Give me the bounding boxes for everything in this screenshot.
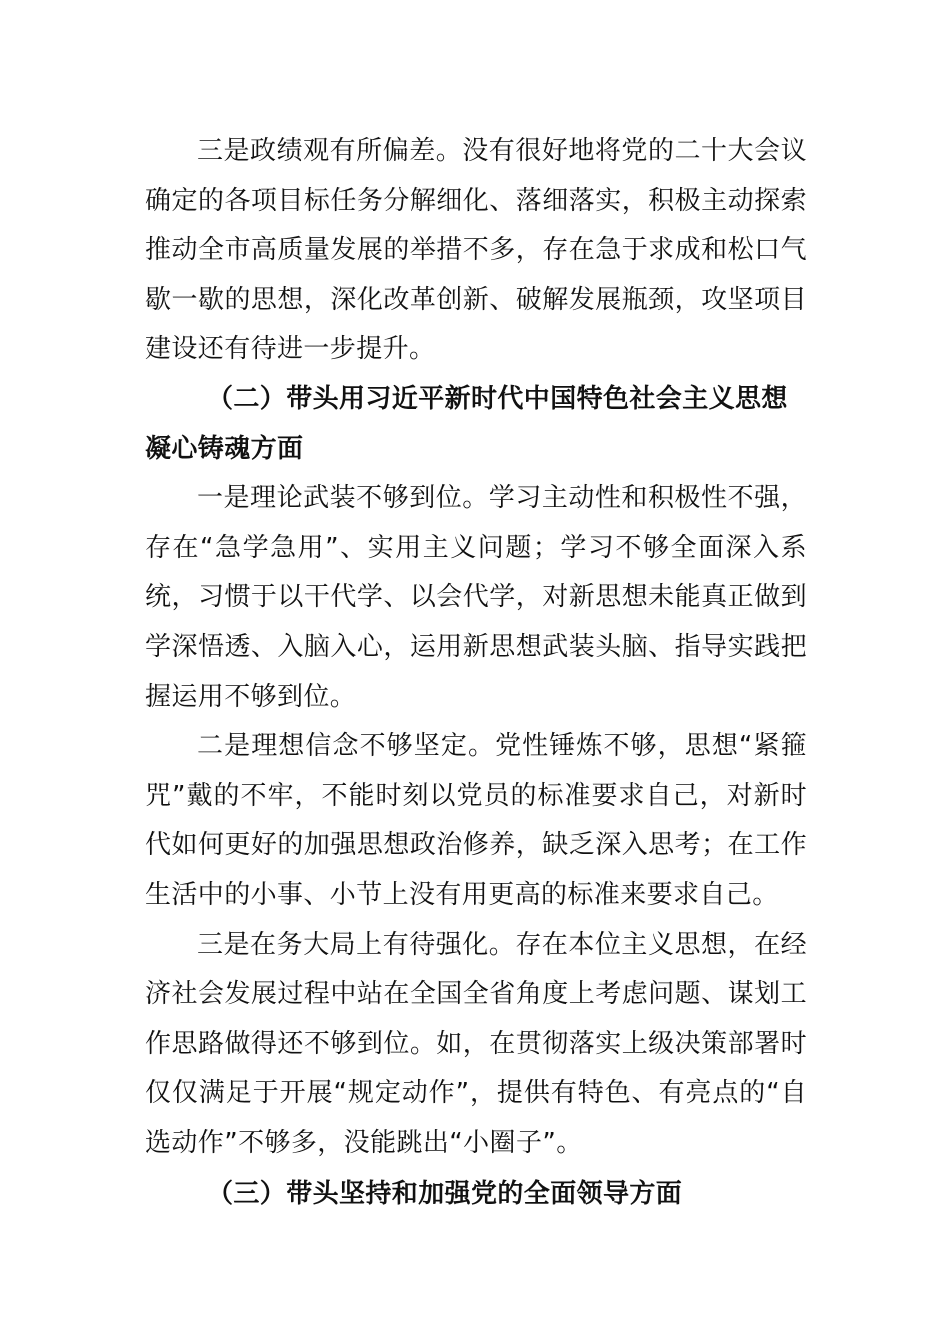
paragraph-political-performance: 三是政绩观有所偏差。没有很好地将党的二十大会议确定的各项目标任务分解细化、落细落实，积极主动探索推动全市高质量发展的举措不多，存在急于求成和松口气歇一歇的思想，深化改革创新、破解发展瓶颈，攻坚项目建设还有待进一步提升。 <box>145 136 807 365</box>
paragraph-ideals-beliefs: 二是理想信念不够坚定。党性锤炼不够，思想“紧箍咒”戴的不牢，不能时刻以党员的标准要求自己，对新时代如何更好的加强思想政治修养，缺乏深入思考；在工作生活中的小事、小节上没有用更高的标准来要求自己。 <box>145 731 807 910</box>
section-heading-3: （三）带头坚持和加强党的全面领导方面 <box>207 1179 683 1210</box>
section-heading-2: （二）带头用习近平新时代中国特色社会主义思想凝心铸魂方面 <box>145 383 788 464</box>
paragraph-overall-situation: 三是在务大局上有待强化。存在本位主义思想，在经济社会发展过程中站在全国全省角度上考虑问题、谋划工作思路做得还不够到位。如，在贯彻落实上级决策部署时仅仅满足于开展“规定动作”，提供有特色、有亮点的“自选动作”不够多，没能跳出“小圈子”。 <box>145 929 807 1158</box>
document-body <box>145 127 807 1220</box>
paragraph-theory-armament: 一是理论武装不够到位。学习主动性和积极性不强，存在“急学急用”、实用主义问题；学习不够全面深入系统，习惯于以干代学、以会代学，对新思想未能真正做到学深悟透、入脑入心，运用新思想武装头脑、指导实践把握运用不够到位。 <box>145 483 807 712</box>
